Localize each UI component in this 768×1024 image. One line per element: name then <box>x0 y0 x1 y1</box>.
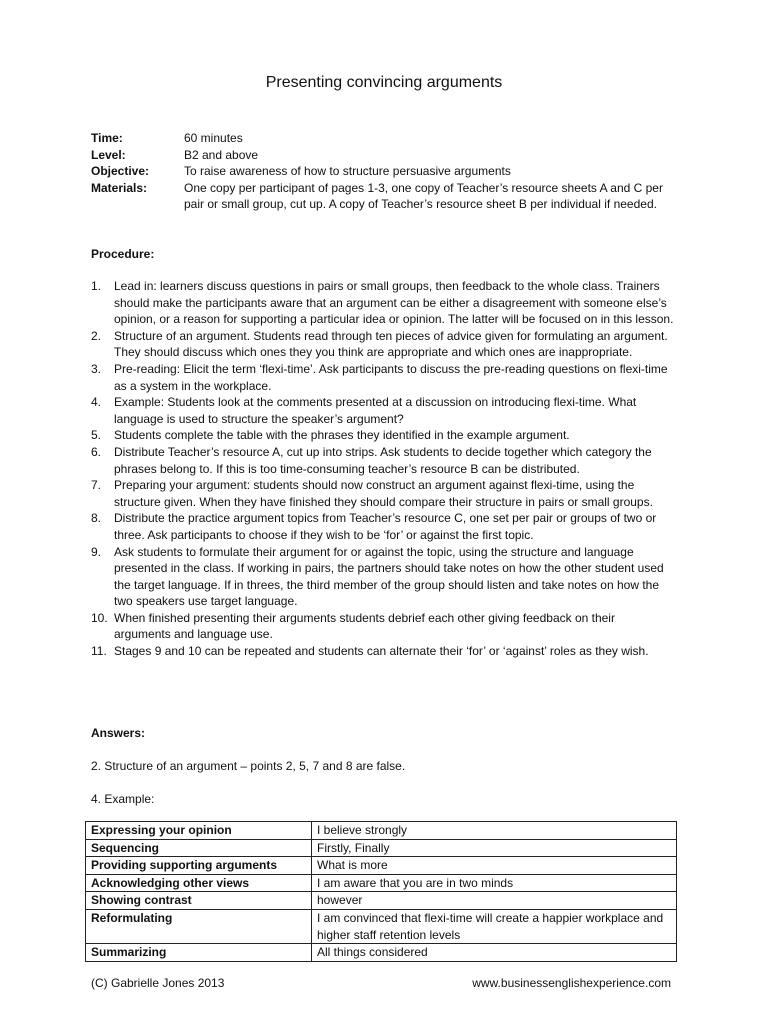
step-text: Example: Students look at the comments presented at a discussion on introducing flexi-time. What language is used to structure the speaker’s argument? <box>114 395 637 426</box>
step-text: When finished presenting their arguments students debrief each other giving feedback on their arguments and language use. <box>114 610 615 642</box>
table-cell-phrase: I am convinced that flexi-time will create a happier workplace and higher staff retention levels <box>312 909 677 943</box>
copyright-footer: (C) Gabrielle Jones 2013 <box>91 976 225 990</box>
list-item <box>91 544 681 610</box>
step-number: 9. <box>91 544 102 559</box>
step-number: 11. <box>91 644 107 659</box>
list-item <box>91 361 681 394</box>
step-text: Ask students to formulate their argument for or against the topic, using the structure and language presented in the class. If working in pairs, the partners should take notes on how the other student used the target language. If in threes, the third member of the group should listen and take notes on how the two speakers use target language. <box>114 544 664 609</box>
list-item <box>91 610 681 643</box>
step-text: Students complete the table with the phrases they identified in the example argument. <box>114 428 570 443</box>
table-cell-category: Summarizing <box>86 944 312 962</box>
step-number: 6. <box>91 444 102 459</box>
step-text: Preparing your argument: students should now construct an argument against flexi-time, using the structure given. When they have finished they should compare their structure in pairs or small groups. <box>114 478 653 509</box>
procedure-steps <box>91 278 681 660</box>
step-text: Distribute the practice argument topics from Teacher’s resource C, one set per pair or groups of two or three. Ask participants to choose if they wish to be ‘for’ or against the first topic. <box>114 511 657 542</box>
table-cell-category: Reformulating <box>86 909 312 943</box>
info-label: Time: <box>91 131 123 145</box>
list-item <box>91 477 681 510</box>
step-text: Distribute Teacher’s resource A, cut up into strips. Ask students to decide together which category the phrases belong to. If this is too time-consuming teacher’s resource B can be distributed. <box>114 444 652 476</box>
table-row <box>86 857 677 875</box>
lesson-info <box>91 130 680 213</box>
info-value: To raise awareness of how to structure persuasive arguments <box>184 164 511 179</box>
table-cell-category: Expressing your opinion <box>86 822 312 840</box>
table-row <box>86 909 677 943</box>
table-cell-phrase: I believe strongly <box>312 822 677 840</box>
list-item <box>91 427 681 444</box>
step-number: 5. <box>91 428 102 443</box>
table-row <box>86 839 677 857</box>
info-label: Materials: <box>91 180 148 195</box>
table-row <box>86 874 677 892</box>
info-value: 60 minutes <box>184 131 243 145</box>
list-item <box>91 510 681 543</box>
list-item <box>91 328 681 361</box>
answers-table <box>85 821 677 962</box>
answers-heading: Answers: <box>91 726 146 740</box>
table-cell-category: Acknowledging other views <box>86 874 312 892</box>
answer-structure: 2. Structure of an argument – points 2, 5, 7 and 8 are false. <box>91 759 406 773</box>
table-cell-category: Providing supporting arguments <box>86 857 312 875</box>
table-cell-phrase: What is more <box>312 857 677 875</box>
table-cell-phrase: however <box>312 892 677 910</box>
table-row <box>86 892 677 910</box>
step-number: 3. <box>91 361 102 376</box>
step-text: Stages 9 and 10 can be repeated and students can alternate their ‘for’ or ‘against’ roles as they wish. <box>114 644 649 659</box>
list-item <box>91 278 681 328</box>
info-row-level <box>91 147 680 164</box>
step-number: 1. <box>91 279 102 293</box>
website-footer: www.businessenglishexperience.com <box>472 976 671 990</box>
table-cell-category: Sequencing <box>86 839 312 857</box>
step-number: 7. <box>91 478 102 493</box>
info-row-materials <box>91 180 680 213</box>
list-item <box>91 444 681 477</box>
answer-example-label: 4. Example: <box>91 792 155 806</box>
info-row-time <box>91 130 680 147</box>
step-text: Lead in: learners discuss questions in pairs or small groups, then feedback to the whole class. Trainers should make the participants aware that an argument can be either a disagreement with someone else’s opinion, or a reason for supporting a particular idea or opinion. The latter will be focused on in this lesson. <box>114 279 674 327</box>
page-title: Presenting convincing arguments <box>265 74 503 91</box>
table-cell-phrase: I am aware that you are in two minds <box>312 874 677 892</box>
table-cell-phrase: Firstly, Finally <box>312 839 677 857</box>
list-item <box>91 394 681 427</box>
info-label: Objective: <box>91 164 150 179</box>
list-item <box>91 643 681 660</box>
step-text: Structure of an argument. Students read through ten pieces of advice given for formulating an argument. They should discuss which ones they you think are appropriate and which ones are inappropriate. <box>114 328 668 360</box>
step-number: 8. <box>91 511 102 526</box>
info-value: One copy per participant of pages 1-3, one copy of Teacher’s resource sheets A and C per pair or small group, cut up. A copy of Teacher’s resource sheet B per individual if needed. <box>184 180 663 212</box>
info-row-objective <box>91 163 680 180</box>
info-value: B2 and above <box>184 147 259 162</box>
step-number: 2. <box>91 328 102 343</box>
table-row <box>86 944 677 962</box>
step-number: 10. <box>91 610 108 625</box>
table-cell-category: Showing contrast <box>86 892 312 910</box>
table-cell-phrase: All things considered <box>312 944 677 962</box>
step-text: Pre-reading: Elicit the term ‘flexi-time’. Ask participants to discuss the pre-reading questions on flexi-time as a system in the workplace. <box>114 361 668 393</box>
procedure-heading: Procedure: <box>91 247 155 261</box>
step-number: 4. <box>91 395 102 410</box>
info-label: Level: <box>91 147 126 162</box>
table-row <box>86 822 677 840</box>
